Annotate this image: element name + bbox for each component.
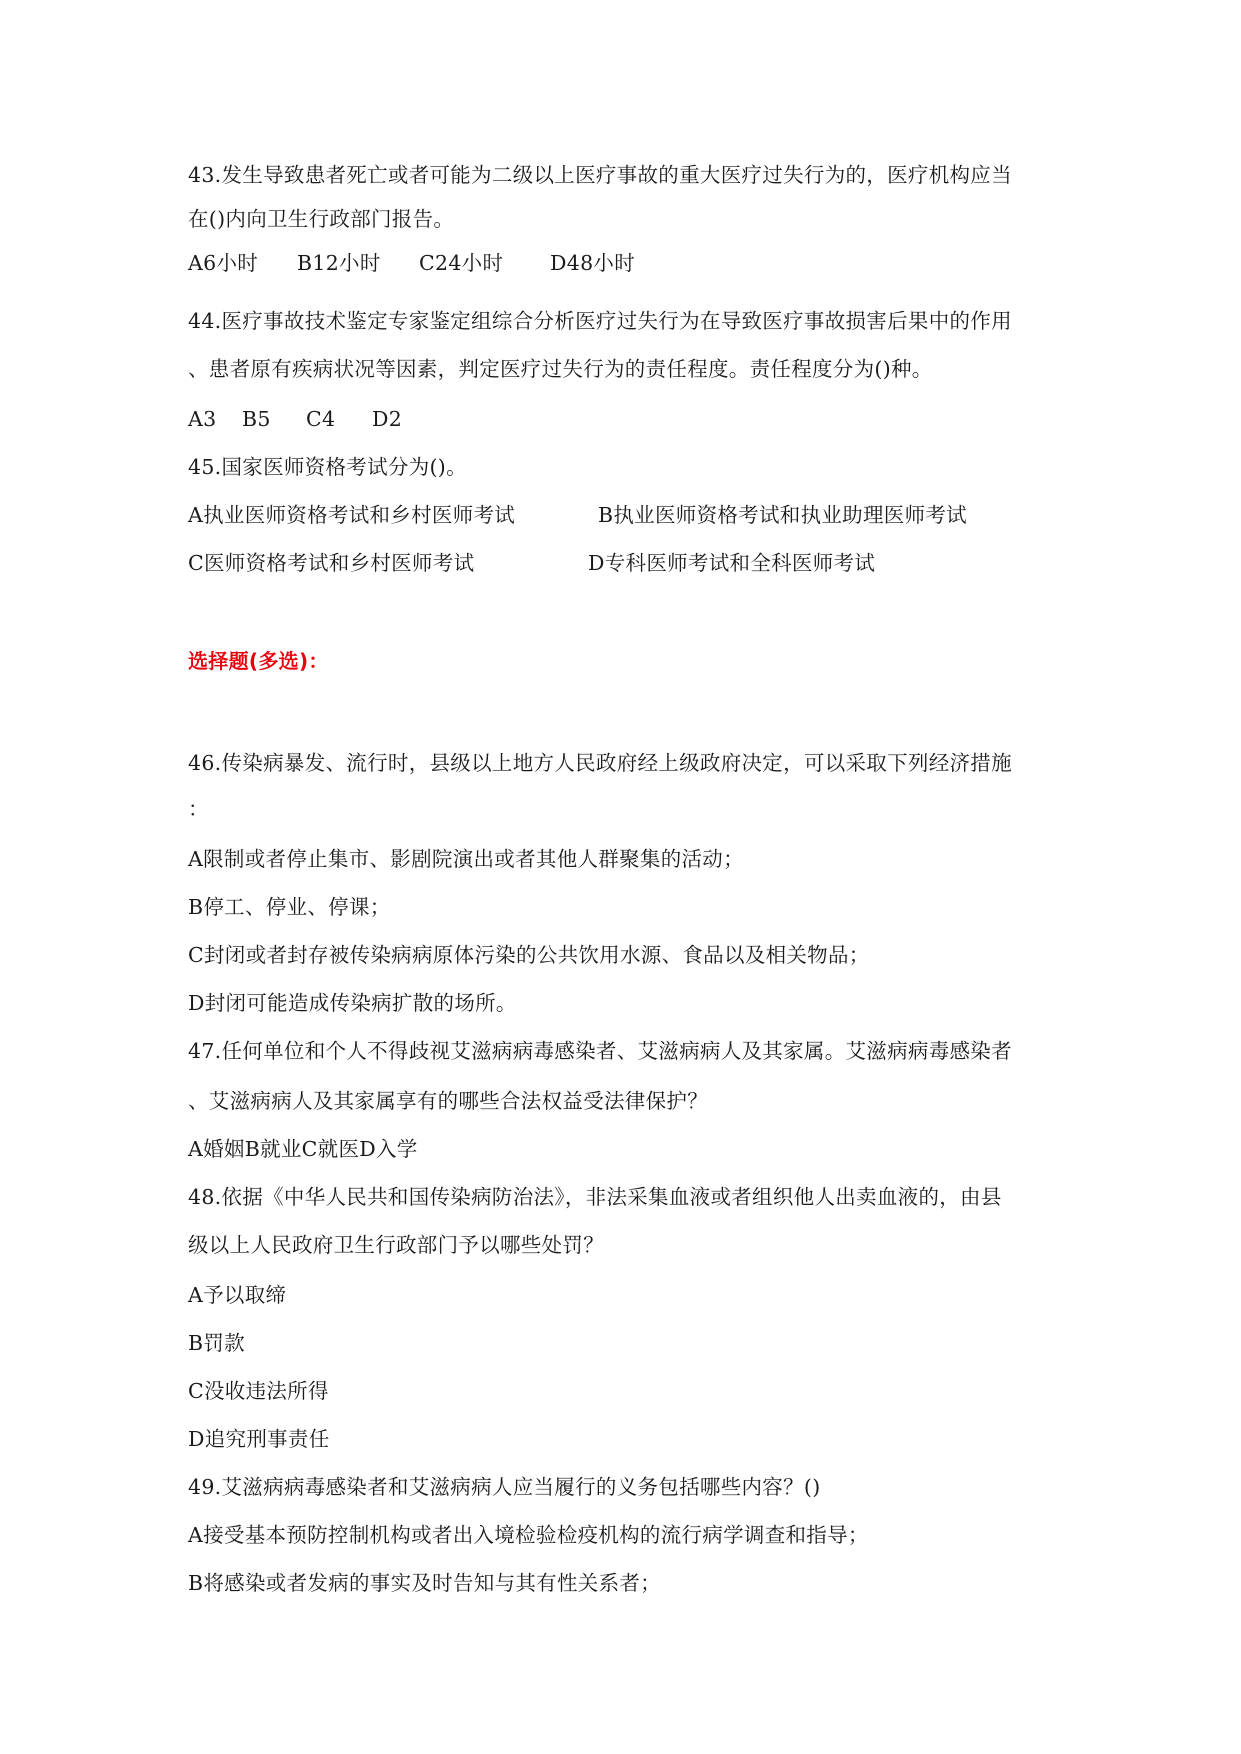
q49-option-b: B将感染或者发病的事实及时告知与其有性关系者；	[188, 1571, 661, 1595]
q45-option-b: B执业医师资格考试和执业助理医师考试	[598, 503, 967, 527]
q48-option-a: A予以取缔	[188, 1283, 287, 1307]
q44-option-a: A3	[188, 407, 217, 431]
q44-text-line2: 、患者原有疾病状况等因素，判定医疗过失行为的责任程度。责任程度分为()种。	[188, 357, 933, 381]
q43-option-a: A6小时	[188, 251, 259, 275]
q45-option-a: A执业医师资格考试和乡村医师考试	[188, 503, 516, 527]
q46-option-b: B停工、停业、停课；	[188, 895, 391, 919]
q44-option-d: D2	[372, 407, 403, 431]
q43-text-line1: 43.发生导致患者死亡或者可能为二级以上医疗事故的重大医疗过失行为的，医疗机构应当	[188, 163, 1012, 187]
q44-option-c: C4	[306, 407, 336, 431]
q48-option-d: D追究刑事责任	[188, 1427, 330, 1451]
q45-option-d: D专科医师考试和全科医师考试	[588, 551, 876, 575]
q45-option-c: C医师资格考试和乡村医师考试	[188, 551, 475, 575]
q46-text-line2: ：	[188, 797, 209, 821]
q49-text-line1: 49.艾滋病病毒感染者和艾滋病病人应当履行的义务包括哪些内容？()	[188, 1475, 821, 1499]
q44-text-line1: 44.医疗事故技术鉴定专家鉴定组综合分析医疗过失行为在导致医疗事故损害后果中的作用	[188, 309, 1012, 333]
q47-text-line2: 、艾滋病病人及其家属享有的哪些合法权益受法律保护？	[188, 1089, 708, 1113]
section-heading-multiple-choice: 选择题(多选)：	[188, 649, 329, 673]
q47-text-line1: 47.任何单位和个人不得歧视艾滋病病毒感染者、艾滋病病人及其家属。艾滋病病毒感染者	[188, 1039, 1012, 1063]
q46-text-line1: 46.传染病暴发、流行时，县级以上地方人民政府经上级政府决定，可以采取下列经济措施	[188, 751, 1012, 775]
q44-option-b: B5	[242, 407, 271, 431]
q46-option-d: D封闭可能造成传染病扩散的场所。	[188, 991, 517, 1015]
q45-text-line1: 45.国家医师资格考试分为()。	[188, 455, 467, 479]
q48-text-line1: 48.依据《中华人民共和国传染病防治法》，非法采集血液或者组织他人出卖血液的，由县	[188, 1185, 1002, 1209]
q47-options: A婚姻B就业C就医D入学	[188, 1137, 418, 1161]
q46-option-a: A限制或者停止集市、影剧院演出或者其他人群聚集的活动；	[188, 847, 744, 871]
q43-option-d: D48小时	[550, 251, 636, 275]
q43-option-c: C24小时	[419, 251, 504, 275]
q49-option-a: A接受基本预防控制机构或者出入境检验检疫机构的流行病学调查和指导；	[188, 1523, 869, 1547]
q43-text-line2: 在()内向卫生行政部门报告。	[188, 207, 455, 231]
q48-option-c: C没收违法所得	[188, 1379, 329, 1403]
q48-text-line2: 级以上人民政府卫生行政部门予以哪些处罚？	[188, 1233, 604, 1257]
q48-option-b: B罚款	[188, 1331, 245, 1355]
q46-option-c: C封闭或者封存被传染病病原体污染的公共饮用水源、食品以及相关物品；	[188, 943, 870, 967]
q43-option-b: B12小时	[297, 251, 381, 275]
